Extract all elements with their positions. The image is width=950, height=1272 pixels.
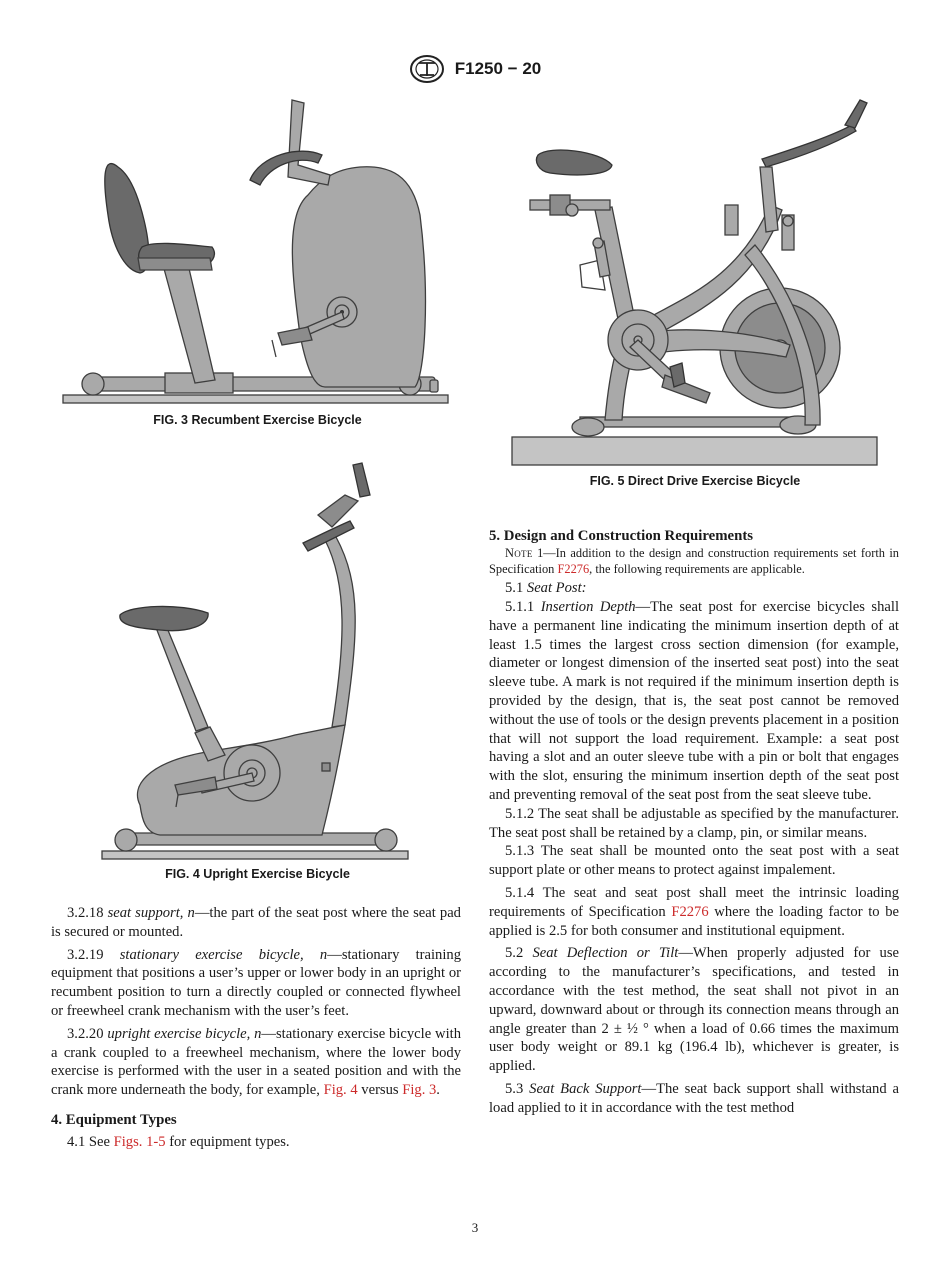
figure-5-direct-drive-bicycle (510, 95, 880, 470)
figure-3-caption: FIG. 3 Recumbent Exercise Bicycle (153, 413, 362, 427)
f2276-link-2[interactable]: F2276 (671, 903, 709, 920)
figs-1-5-link[interactable]: Figs. 1-5 (113, 1133, 166, 1150)
note-1: Note 1—In addition to the design and construction requirements set forth in Specification F2276, the following requirements are applicable. (489, 546, 899, 576)
paragraph-5-3: 5.3 Seat Back Support—The seat back support shall withstand a load applied to it in accordance with the test method (489, 1080, 899, 1116)
figure-4-upright-bicycle (100, 455, 412, 860)
paragraph-5-2: 5.2 Seat Deflection or Tilt—When properly adjusted for use according to the manufacturer’s specifications, and tested in accordance with the test method, the seat shall not pivot in an upward, downward about or through its connection means through an angle greater than 2 ± ½ ° when a load of 0.66 times the maximum user body weight or 89.1 kg (196.4 lb), whichever is greater, is applied. (489, 945, 900, 1075)
paragraph-3-2-18: 3.2.18 seat support, n—the part of the seat post where the seat pad is secured or mounted. (51, 905, 461, 940)
figure-5-caption: FIG. 5 Direct Drive Exercise Bicycle (589, 474, 801, 488)
figure-3-recumbent-bicycle (60, 95, 455, 410)
page-header (0, 54, 950, 84)
paragraph-4-1: 4.1 See Figs. 1-5 for equipment types. (67, 1133, 290, 1150)
paragraph-3-2-20: 3.2.20 upright exercise bicycle, n—stationary exercise bicycle with a crank coupled to a freewheel mechanism, where the lower body exercise is performed with the user in a seated position and with the crank more underneath the body, for example, Fig. 4 versus Fig. 3. (51, 1025, 461, 1099)
paragraph-5-1-4: 5.1.4 The seat and seat post shall meet the intrinsic loading requirements of Specification F2276 where the loading factor to be applied is 2.5 for both consumer and institutional equipment. (489, 884, 900, 939)
paragraph-3-2-19: 3.2.19 stationary exercise bicycle, n—stationary training equipment that positions a user’s upper or lower body in an upright or recumbent position to turn a directly coupled or connected flywheel or freewheel crank mechanism with the user’s feet. (51, 946, 462, 1019)
astm-logo-icon (409, 54, 445, 84)
figure-4-caption: FIG. 4 Upright Exercise Bicycle (165, 867, 350, 881)
section-4-heading: 4. Equipment Types (51, 1111, 177, 1128)
right-column (489, 527, 899, 1118)
paragraph-5-1-3: 5.1.3 The seat shall be mounted onto the seat post with a seat support plate or other means to protect against impalement. (489, 843, 899, 879)
section-5-heading: 5. Design and Construction Requirements (489, 528, 754, 544)
paragraph-5-1-1: 5.1.1 Insertion Depth—The seat post for exercise bicycles shall have a permanent line indicating the minimum insertion depth of at least 1.5 times the largest cross section dimension (for example, diameter or longest dimension of the inserted seat post) into the seat sleeve tube. A mark is not required if the minimum insertion depth is provided by the design, that is, the seat post cannot be removed without the use of tools or the design prevents placement in a position that will not support the load requirement. Example: a seat post having a slot and an outer sleeve tube with a pin or bolt that engages with the slot, ensuring the minimum insertion depth of the seat post and preventing removal of the seat post from the seat sleeve tube. (489, 598, 899, 803)
page-number: 3 (471, 1220, 479, 1235)
fig-4-link[interactable]: Fig. 4 (323, 1082, 358, 1099)
paragraph-5-1-2: 5.1.2 The seat shall be adjustable as specified by the manufacturer. The seat post shall be retained by a clamp, pin, or similar means. (489, 805, 899, 841)
document-designation: F1250 − 20 (454, 59, 542, 78)
left-column (51, 904, 461, 1152)
paragraph-5-1: 5.1 Seat Post: (505, 580, 587, 597)
f2276-link[interactable]: F2276 (557, 561, 590, 576)
fig-3-link[interactable]: Fig. 3 (402, 1082, 437, 1099)
